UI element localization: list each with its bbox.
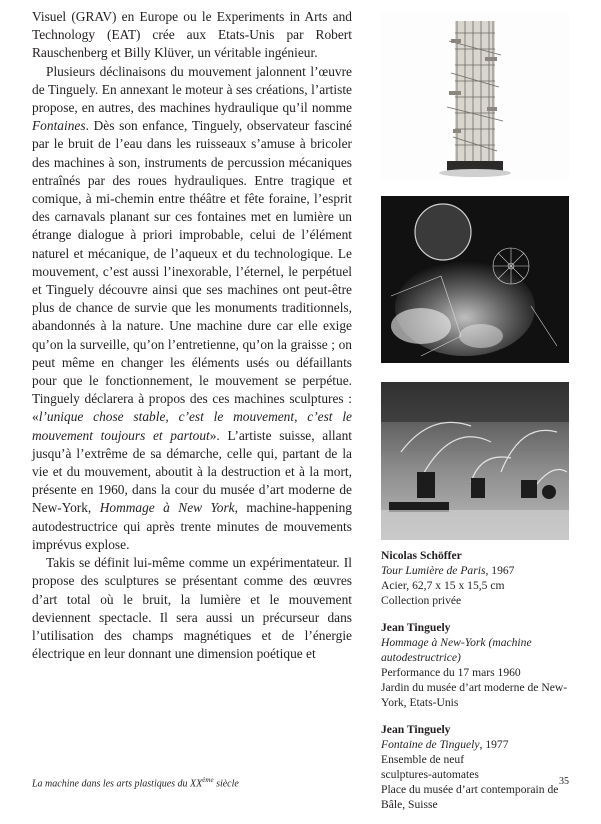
- caption-year: , 1977: [479, 738, 509, 751]
- paragraph-2-part-a: Plusieurs déclinaisons du mouvement jalonnent l’œuvre de Tinguely. En annexant le moteur à ses créations, l’artiste propose, en autres, des machines hydraulique qu’il nomme: [32, 63, 352, 116]
- tinguely-quote: l’unique chose stable, c’est le mouvement, c’est le mouvement toujours et partout: [32, 409, 352, 443]
- caption-detail: Ensemble de neuf: [381, 753, 465, 766]
- caption-artist: Jean Tinguely: [381, 621, 451, 634]
- article-body: [32, 8, 352, 663]
- caption-detail: Acier, 62,7 x 15 x 15,5 cm: [381, 579, 505, 592]
- paragraph-3: Takis se définit lui-même comme un expérimentateur. Il propose des sculptures se présentant comme des œuvres d’art total où le bruit, la lumière et le mouvement deviennent spectacle. Il sera aussi un précurseur dans l’utilisation des champs magnétiques et de l’énergie électrique en leur donnant une dimension poétique et: [32, 555, 352, 662]
- running-footer: [32, 776, 239, 789]
- photo-fontaine-tinguely: [381, 382, 569, 540]
- paragraph-2-part-d: , machine-happening autodestructrice qui après trente minutes de mouvements imprévus explose.: [32, 500, 352, 552]
- caption-detail: Collection privée: [381, 594, 462, 607]
- footer-title: La machine dans les arts plastiques du XX: [32, 778, 203, 790]
- caption-detail: sculptures-automates: [381, 768, 479, 781]
- caption-schoffer: [381, 548, 569, 608]
- caption-title-line: [381, 737, 569, 752]
- caption-year: , 1967: [485, 564, 515, 577]
- fountain-image: [381, 382, 569, 540]
- photo-hommage-new-york: [381, 196, 569, 363]
- paragraph-1: Visuel (GRAV) en Europe ou le Experiments in Arts and Technology (EAT) crée aux Etats-Unis par Robert Rauschenberg et Billy Klüver, un véritable ingénieur.: [32, 9, 352, 61]
- photo-tour-lumiere: [381, 11, 569, 179]
- tower-sculpture-image: [381, 11, 569, 179]
- caption-artist: Nicolas Schöffer: [381, 549, 462, 562]
- caption-title-line: [381, 635, 569, 665]
- photo-captions: [381, 548, 569, 824]
- caption-work-title: Hommage à New-York (machine autodestructrice): [381, 636, 532, 664]
- caption-fontaine: [381, 722, 569, 812]
- caption-work-title: Tour Lumière de Paris: [381, 564, 486, 577]
- autodestructive-machine-image: [381, 196, 569, 363]
- caption-title-line: [381, 563, 569, 578]
- caption-detail: Jardin du musée d’art moderne de New-York, Etats-Unis: [381, 681, 568, 709]
- caption-detail: Place du musée d’art contemporain de Bâle, Suisse: [381, 783, 559, 811]
- footer-title-end: siècle: [213, 778, 239, 790]
- footer-superscript: ème: [202, 776, 214, 784]
- paragraph-2: [32, 63, 352, 554]
- caption-detail: Performance du 17 mars 1960: [381, 666, 521, 679]
- caption-hommage: [381, 620, 569, 710]
- caption-work-title: Fontaine de Tinguely: [381, 738, 480, 751]
- title-fontaines: Fontaines: [32, 118, 86, 134]
- paragraph-2-part-c: ». L’artiste suisse, allant jusqu’à l’extrême de sa démarche, celle qui, partant de la vie et du mouvement, aboutit à la destruction et à la mort, présente en 1960, dans la cour du musée d’art moderne de New-York,: [32, 427, 352, 516]
- paragraph-2-part-b: . Dès son enfance, Tinguely, observateur fasciné par le bruit de l’eau dans les ruisseaux s’amuse à bricoler des machines à son, instruments de percussion mécaniques entraînés par des roues hydrauliques. Entre tragique et comique, à mi-chemin entre théâtre et fête foraine, l’esprit des carnavals planant sur ces fontaines met en lumière un étrange dialogue à priori improbable, celui de l’élément naturel et mécanique, de l’aqueux et du technologique. Le mouvement, c’est aussi l’inexorable, l’éternel, le perpétuel et Tinguely découvre ainsi que ses machines ont peut-être plus de chance de survie que les monuments traditionnels, abandonnés à la nature. Une machine dure car elle exige qu’on la surveille, qu’on l’entretienne, qu’on la graisse ; on peut même en changer les éléments usés ou défaillants pour que le fonctionnement, le mouvement se perpétue. Tinguely déclarera à propos des ces machines sculptures : «: [32, 118, 352, 425]
- title-hommage: Hommage à New York: [99, 500, 235, 516]
- page-number: 35: [559, 776, 569, 787]
- caption-artist: Jean Tinguely: [381, 723, 451, 736]
